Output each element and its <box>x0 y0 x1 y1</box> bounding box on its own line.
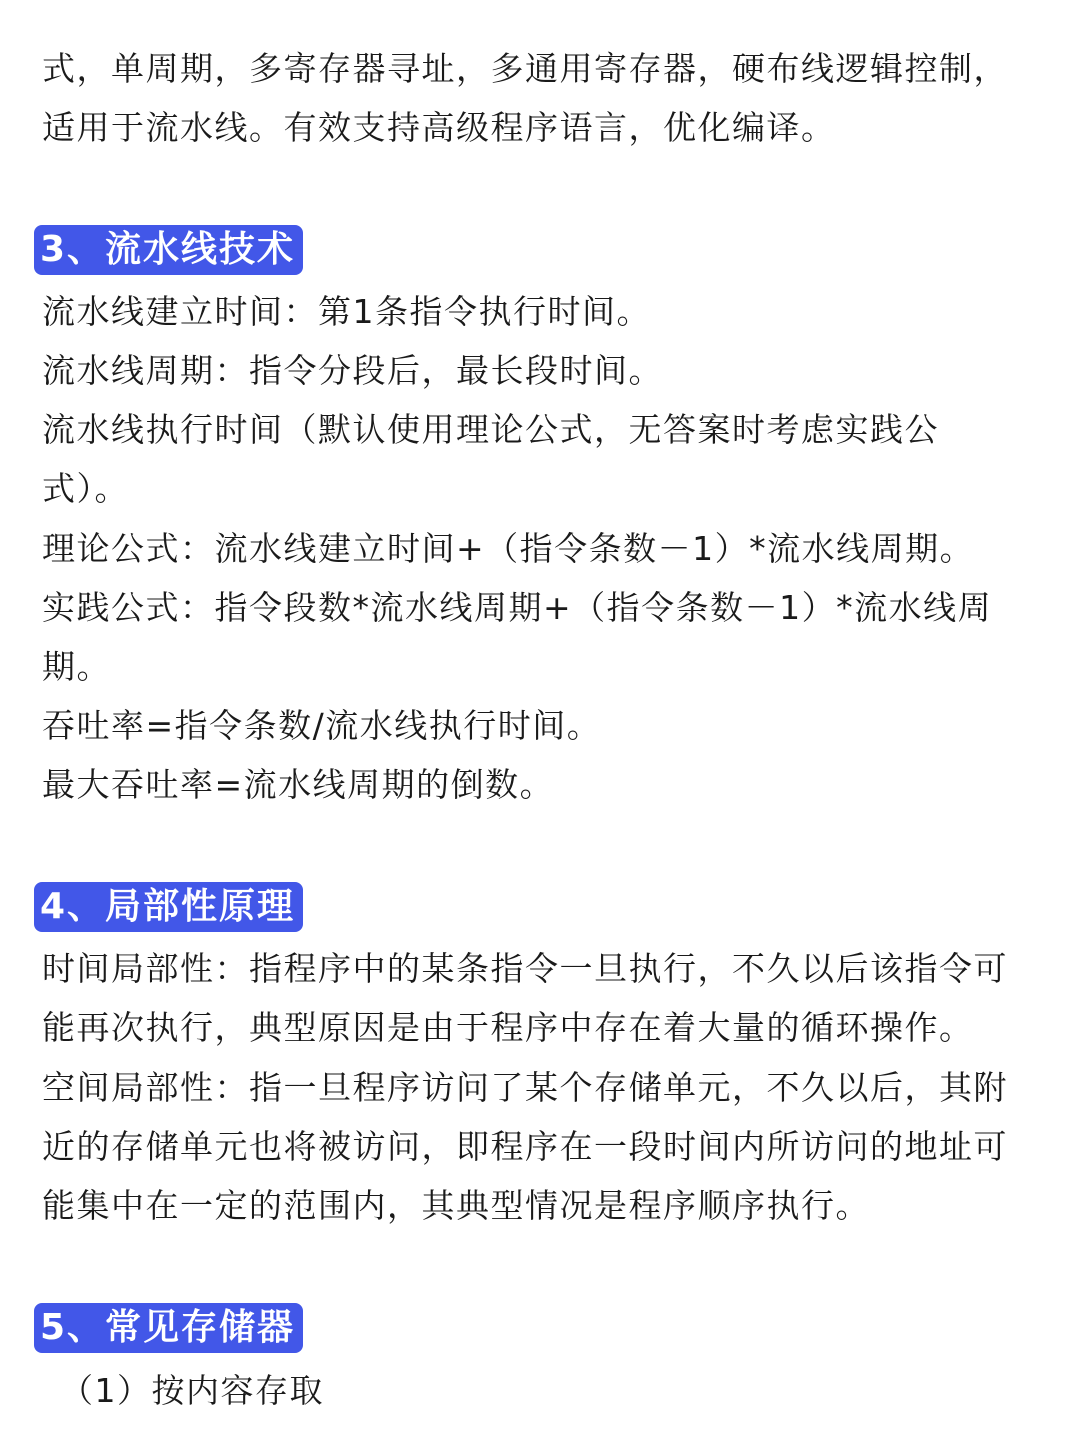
section-3-line-3: 流水线执行时间（默认使用理论公式，无答案时考虑实践公 <box>42 410 939 449</box>
section-4-line-1: 时间局部性：指程序中的某条指令一旦执行，不久以后该指令可 <box>42 949 1008 988</box>
section-3-line-7: 期。 <box>42 647 111 686</box>
section-3-line-5: 理论公式：流水线建立时间+（指令条数－1）*流水线周期。 <box>42 529 975 568</box>
intro-line-1: 式，单周期，多寄存器寻址，多通用寄存器，硬布线逻辑控制， <box>42 49 1008 88</box>
section-3-line-4: 式）。 <box>42 469 129 508</box>
section-3-heading: 3、流水线技术 <box>34 225 303 275</box>
section-4-line-2: 能再次执行，典型原因是由于程序中存在着大量的循环操作。 <box>42 1008 974 1047</box>
section-3-line-8: 吞吐率=指令条数/流水线执行时间。 <box>42 706 602 745</box>
section-3-line-6: 实践公式：指令段数*流水线周期+（指令条数－1）*流水线周 <box>42 588 993 627</box>
intro-line-2: 适用于流水线。有效支持高级程序语言，优化编译。 <box>42 108 836 147</box>
section-5-heading: 5、常见存储器 <box>34 1303 303 1353</box>
section-3-line-9: 最大吞吐率=流水线周期的倒数。 <box>42 765 555 804</box>
section-4-heading: 4、局部性原理 <box>34 882 303 932</box>
section-3-line-2: 流水线周期：指令分段后，最长段时间。 <box>42 351 663 390</box>
section-4-line-5: 能集中在一定的范围内，其典型情况是程序顺序执行。 <box>42 1186 870 1225</box>
section-3-line-1: 流水线建立时间：第1条指令执行时间。 <box>42 292 651 331</box>
section-4-line-3: 空间局部性：指一旦程序访问了某个存储单元，不久以后，其附 <box>42 1068 1008 1107</box>
section-4-line-4: 近的存储单元也将被访问，即程序在一段时间内所访问的地址可 <box>42 1127 1008 1166</box>
section-5-subitem-1: （1）按内容存取 <box>60 1371 324 1410</box>
